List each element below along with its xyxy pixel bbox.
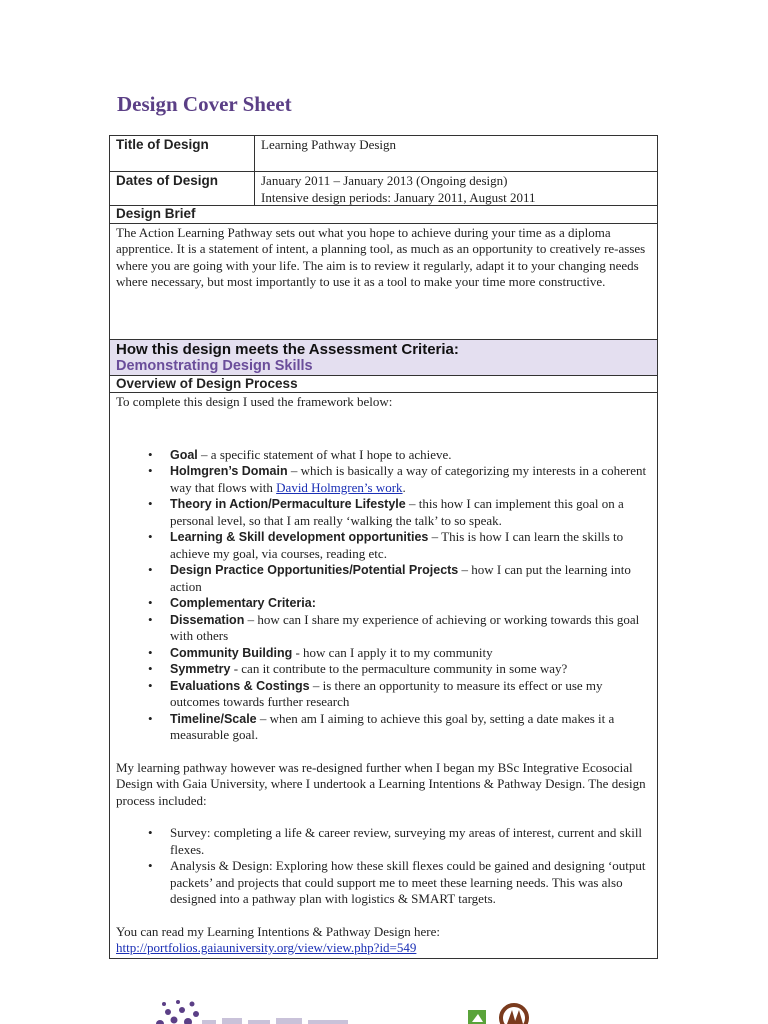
overview-label: Overview of Design Process [110,376,657,394]
assessment-header [110,340,657,376]
process-item-analysis: • Analysis & Design: Exploring how these skill flexes could be gained and designing ‘output packets’ and projects that could support me to meet these learning needs. This was also designed into a pathway plan with logistics & SMART targets. [170,858,651,908]
assessment-subheading: Demonstrating Design Skills [116,357,313,374]
dates-value [255,172,657,205]
dates-label: Dates of Design [110,172,255,205]
university-logo [152,998,362,1024]
cover-sheet-table [109,135,658,959]
process-item-survey: • Survey: completing a life & career review, surveying my areas of interest, current and skill flexes. [170,825,651,858]
intro-text: To complete this design I used the framework below: [116,394,393,409]
framework-item-symmetry: • Symmetry - can it contribute to the permaculture community in some way? [170,661,651,678]
design-brief-text: The Action Learning Pathway sets out what you hope to achieve during your time as a diploma apprentice. It is a statement of intent, a planning tool, as much as an opportunity to creatively re-asses where you are going with your life. The aim is to review it regularly, adapt it to your changing needs where necessary, but most importantly to use it as a tool to make your time more constructive. [110,224,657,340]
title-row [110,136,657,172]
framework-item-timeline: • Timeline/Scale – when am I aiming to achieve this goal by, setting a date makes it a measurable goal. [170,711,651,744]
framework-item-complementary: • Complementary Criteria: [170,595,651,612]
redesign-paragraph: My learning pathway however was re-designed further when I began my BSc Integrative Ecosocial Design with Gaia University, where I undertook a Learning Intentions & Pathway Design. The design process included: [116,759,646,808]
title-label: Title of Design [110,136,255,171]
partner-logo [466,998,536,1024]
holmgren-link[interactable]: David Holmgren’s work [276,479,403,495]
framework-item-evaluations: • Evaluations & Costings – is there an opportunity to measure its effect or use my outcomes towards further research [170,678,651,711]
framework-item-theory: • Theory in Action/Permaculture Lifestyle – this how I can implement this goal on a personal level, so that I am really ‘walking the talk’ to so speak. [170,496,651,529]
overview-content [110,393,657,958]
framework-item-practice: • Design Practice Opportunities/Potential Projects – how I can put the learning into action [170,562,651,595]
framework-item-domain: • Holmgren’s Domain – which is basically a way of categorizing my interests in a coherent way that flows with David Holmgren’s work. [170,463,651,496]
title-value: Learning Pathway Design [261,137,397,152]
page-title: Design Cover Sheet [117,92,292,116]
read-more-text: You can read my Learning Intentions & Pathway Design here: [116,923,440,939]
process-list [116,825,651,908]
assessment-heading: How this design meets the Assessment Criteria: [116,340,459,358]
design-brief-label: Design Brief [110,206,657,224]
framework-item-dissemation: • Dissemation – how can I share my experience of achieving or working towards this goal with others [170,612,651,645]
framework-list [116,447,651,744]
dates-row [110,172,657,206]
portfolio-link[interactable]: http://portfolios.gaiauniversity.org/view/view.php?id=549 [116,940,417,955]
framework-item-community: • Community Building - how can I apply it to my community [170,645,651,662]
framework-item-goal: • Goal – a specific statement of what I hope to achieve. [170,447,651,464]
dates-line-1: January 2011 – January 2013 (Ongoing design) [261,173,508,188]
dates-line-2: Intensive design periods: January 2011, August 2011 [261,189,536,205]
framework-item-learning: • Learning & Skill development opportunities – This is how I can learn the skills to achieve my goal, via courses, reading etc. [170,529,651,562]
